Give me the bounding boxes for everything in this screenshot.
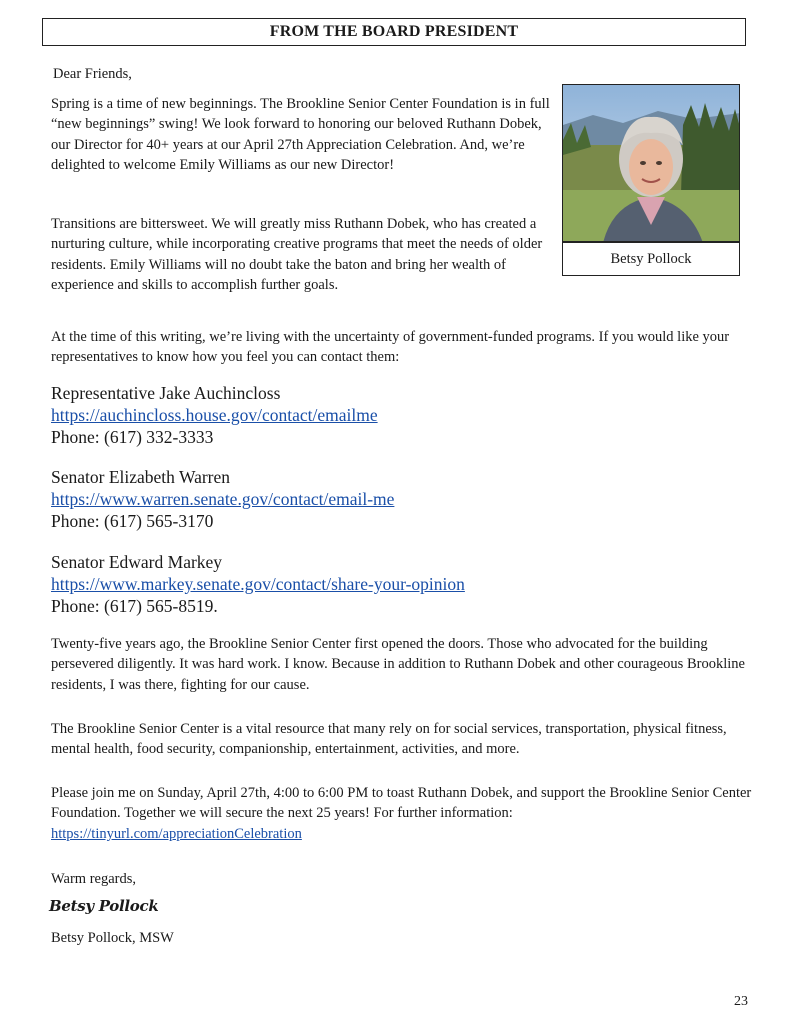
- contact-auchincloss: [51, 382, 378, 448]
- contact-name: Senator Edward Markey: [51, 552, 223, 572]
- contact-link[interactable]: https://www.markey.senate.gov/contact/share-your-opinion: [51, 574, 465, 594]
- section-title: FROM THE BOARD PRESIDENT: [269, 23, 519, 40]
- photo-caption-text: Betsy Pollock: [610, 250, 692, 267]
- section-header: [42, 18, 746, 46]
- contact-markey: [51, 551, 465, 617]
- celebration-link[interactable]: https://tinyurl.com/appreciationCelebration: [51, 825, 302, 842]
- paragraph-6: [51, 783, 763, 844]
- contact-name: Senator Elizabeth Warren: [51, 467, 231, 487]
- signature: Betsy Pollock: [49, 897, 159, 915]
- photo-caption: [562, 242, 740, 276]
- contact-link[interactable]: https://www.warren.senate.gov/contact/email-me: [51, 489, 395, 509]
- paragraph-1: Spring is a time of new beginnings. The Brookline Senior Center Foundation is in full “new beginnings” swing! We look forward to honoring our beloved Ruthann Dobek, our Director for 40+ years at our April 27th Appreciation Celebration. And, we’re delighted to welcome Emily Williams as our new Director!: [51, 96, 550, 174]
- page-number: 23: [734, 994, 748, 1009]
- contact-phone: Phone: (617) 565-3170: [51, 511, 214, 531]
- contact-link[interactable]: https://auchincloss.house.gov/contact/emailme: [51, 405, 378, 425]
- paragraph-3: At the time of this writing, we’re living with the uncertainty of government-funded programs. If you would like your representatives to know how you feel you can contact them:: [51, 329, 730, 366]
- paragraph-4: Twenty-five years ago, the Brookline Senior Center first opened the doors. Those who advocated for the building persevered diligently. It was hard work. I know. Because in addition to Ruthann Dobek and other courageous Brookline residents, I was there, fighting for our cause.: [51, 636, 745, 693]
- contact-phone: Phone: (617) 565-8519.: [51, 596, 218, 616]
- signer-name: Betsy Pollock, MSW: [51, 930, 174, 946]
- portrait-image: [563, 85, 740, 242]
- closing: Warm regards,: [51, 871, 136, 887]
- paragraph-6-text: Please join me on Sunday, April 27th, 4:00 to 6:00 PM to toast Ruthann Dobek, and support the Brookline Senior Center Foundation. Together we will secure the next 25 years! For further information:: [51, 785, 752, 822]
- contact-warren: [51, 466, 394, 532]
- salutation: Dear Friends,: [53, 66, 132, 82]
- paragraph-5: The Brookline Senior Center is a vital resource that many rely on for social services, transportation, physical fitness, mental health, food security, companionship, entertainment, activities, and more.: [51, 721, 727, 758]
- contact-name: Representative Jake Auchincloss: [51, 383, 281, 403]
- contact-phone: Phone: (617) 332-3333: [51, 427, 214, 447]
- paragraph-2: Transitions are bittersweet. We will greatly miss Ruthann Dobek, who has created a nurturing culture, while incorporating creative programs that meet the needs of older residents. Emily Williams will no doubt take the baton and bring her wealth of experience and skills to accomplish further goals.: [51, 216, 543, 294]
- portrait-photo: [562, 84, 740, 242]
